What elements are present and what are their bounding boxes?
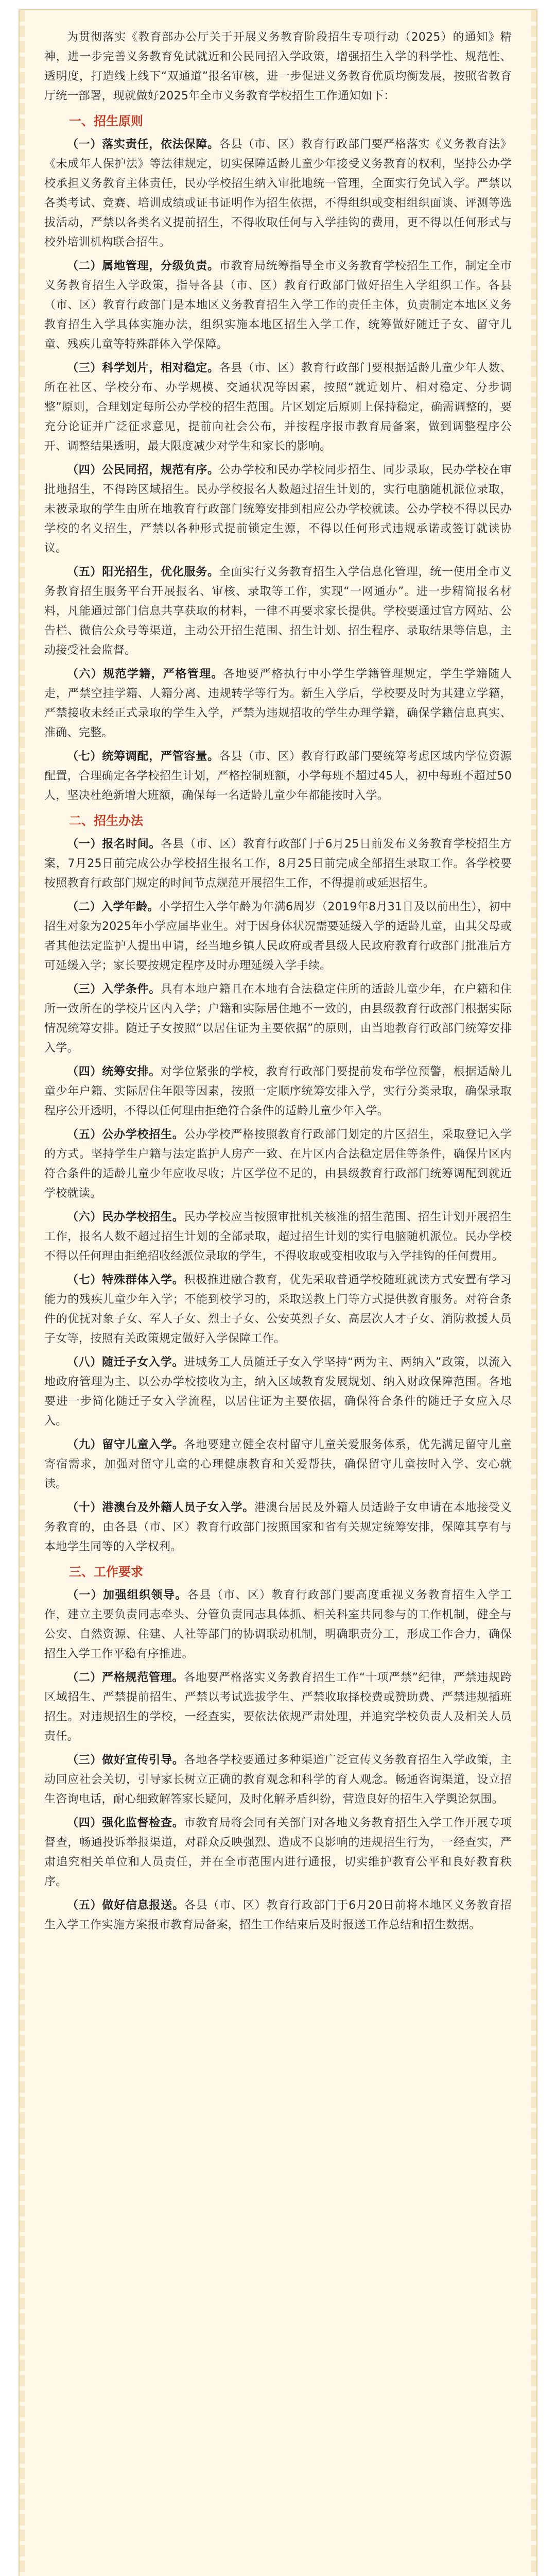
section-item-text: 各地要建立健全农村留守儿童关爱服务体系，优先满足留守儿童寄宿需求，加强对留守儿童的心理健康教育和关爱帮扶，确保留守儿童按时入学、安心就读。 bbox=[44, 1438, 512, 1490]
section-item bbox=[44, 897, 512, 976]
section-item-title: （十）港澳台及外籍人员子女入学。 bbox=[67, 1501, 254, 1514]
section-item bbox=[44, 1353, 512, 1431]
section-item bbox=[44, 747, 512, 806]
section-item-text: 小学招生入学年龄为年满6周岁（2019年8月31日及以前出生），初中招生对象为2025年小学应届毕业生。对于因身体状况需要延缓入学的适龄儿童，由其父母或者其他法定监护人提出申请，经当地乡镇人民政府或者县级人民政府教育行政部门批准后方可延缓入学；家长要按规定程序及时办理延缓入学手续。 bbox=[44, 901, 512, 972]
section-heading: 一、招生原则 bbox=[69, 114, 143, 128]
section-item-text: 各县（市、区）教育行政部门于6月25日前发布义务教育学校招生方案，7月25日前完成公办学校招生报名工作，8月25日前完成全部招生录取工作。各学校要按照教育行政部门规定的时间节点规范开展招生工作，不得提前或延迟招生。 bbox=[44, 838, 512, 890]
section-item-text: 各县（市、区）教育行政部门要统筹考虑区域内学位资源配置，合理确定各学校招生计划，严格控制班额，小学每班不超过45人，初中每班不超过50人，坚决杜绝新增大班额，确保每一名适龄儿童少年都能按时入学。 bbox=[44, 750, 512, 802]
section-item-text: 各县（市、区）教育行政部门要严格落实《义务教育法》《未成年人保护法》等法律规定，切实保障适龄儿童少年接受义务教育的权利，坚持公办学校承担义务教育主体责任，民办学校招生纳入审批地统一管理，全面实行免试入学。严禁以各类考试、竞赛、培训成绩或证书证明作为招生依据，不得组织或变相组织面谈、评测等选拔活动，严禁以各类名义提前招生，不得收取任何与入学挂钩的费用，更不得以任何形式与校外培训机构联合招生。 bbox=[44, 138, 512, 249]
section-item bbox=[44, 1814, 512, 1892]
section-item-title: （六）规范学籍，严格管理。 bbox=[67, 668, 223, 681]
section-item bbox=[44, 1208, 512, 1266]
section-item bbox=[44, 1751, 512, 1809]
section-item-text: 积极推进融合教育，优先采取普通学校随班就读方式安置有学习能力的残疾儿童少年入学；不能到校学习的，采取送教上门等方式提供教育服务。对符合条件的优抚对象子女、军人子女、烈士子女、公安英烈子女、高层次人才子女、消防救援人员子女等，按照有关政策规定做好入学保障工作。 bbox=[44, 1274, 512, 1345]
section-item-text: 进城务工人员随迁子女入学坚持“两为主、两纳入”政策，以流入地政府管理为主、以公办学校接收为主，纳入区域教育发展规划、纳入财政保障范围。各地要进一步简化随迁子女入学流程，以居住证为主要依据，确保符合条件的随迁子女应入尽入。 bbox=[44, 1356, 512, 1428]
section-item bbox=[44, 1062, 512, 1121]
section-item-text: 各县（市、区）教育行政部门于6月20日前将本地区义务教育招生入学工作实施方案报市教育局备案，招生工作结束后及时报送工作总结和招生数据。 bbox=[44, 1899, 512, 1931]
section-item-text: 公办学校严格按照教育行政部门划定的片区招生，采取登记入学的方式。坚持学生户籍与法定监护人房产一致、在片区内合法稳定居住等条件，确保片区内符合条件的适龄儿童少年应收尽收；片区学位不足的，由县级教育行政部门统筹调配到就近学校就读。 bbox=[44, 1128, 512, 1200]
section-item-title: （九）留守儿童入学。 bbox=[67, 1438, 184, 1451]
section-item-title: （七）特殊群体入学。 bbox=[67, 1274, 184, 1286]
section-item-title: （七）统筹调配，严管容量。 bbox=[67, 750, 219, 763]
section-heading: 二、招生办法 bbox=[69, 814, 143, 828]
section-item bbox=[44, 257, 512, 354]
section-item-title: （六）民办学校招生。 bbox=[67, 1211, 184, 1224]
section-item-title: （二）属地管理，分级负责。 bbox=[67, 260, 219, 273]
section-item bbox=[44, 1896, 512, 1935]
section-item-text: 市教育局统筹指导全市义务教育学校招生工作，制定全市义务教育招生入学政策，指导各县（市、区）教育行政部门做好招生入学组织工作。各县（市、区）教育行政部门是本地区义务教育招生入学工作的责任主体，负责制定本地区义务教育招生入学具体实施办法，组织实施本地区招生入学工作，统筹做好随迁子女、留守儿童、残疾儿童等特殊群体入学保障。 bbox=[44, 260, 512, 351]
section-item bbox=[44, 1270, 512, 1349]
section-item-text: 民办学校应当按照审批机关核准的招生范围、招生计划开展招生工作，报名人数不超过招生计划的全部录取，超过招生计划的实行电脑随机派位。民办学校不得以任何理由拒绝招收经派位录取的学生，不得收取或变相收取与入学挂钩的任何费用。 bbox=[44, 1211, 512, 1263]
section-item-text: 各地要严格落实义务教育招生工作“十项严禁”纪律，严禁违规跨区域招生、严禁提前招生、严禁以考试选拔学生、严禁收取择校费或赞助费、严禁违规插班招生。对违规招生的学校，一经查实，要依法依规严肃处理，并追究学校负责人及相关人员责任。 bbox=[44, 1671, 512, 1743]
section-item bbox=[44, 461, 512, 558]
section-item bbox=[44, 1668, 512, 1747]
section-item-title: （二）严格规范管理。 bbox=[67, 1671, 184, 1684]
section-item-title: （一）落实责任，依法保障。 bbox=[67, 138, 219, 151]
section-item-title: （三）科学划片，相对稳定。 bbox=[67, 362, 219, 375]
section-item bbox=[44, 1586, 512, 1664]
section-item bbox=[44, 980, 512, 1058]
intro-paragraph: 为贯彻落实《教育部办公厅关于开展义务教育阶段招生专项行动（2025）的通知》精神，进一步完善义务教育免试就近和公民同招入学政策，增强招生入学的科学性、规范性、透明度，打造线上线下“双通道”报名审核，进一步促进义务教育优质均衡发展，按照省教育厅统一部署，现就做好2025年全市义务教育学校招生工作通知如下： bbox=[44, 31, 512, 103]
section-heading: 三、工作要求 bbox=[69, 1565, 143, 1579]
section-item-title: （三）入学条件。 bbox=[67, 983, 161, 996]
section-item-text: 港澳台居民及外籍人员适龄子女申请在本地接受义务教育的，由各县（市、区）教育行政部门按照国家和省有关规定统筹安排，保障其享有与本地学生同等的入学权利。 bbox=[44, 1501, 512, 1553]
sections-container bbox=[44, 110, 512, 1935]
section-item bbox=[44, 359, 512, 456]
section-item bbox=[44, 1125, 512, 1204]
document-body bbox=[19, 9, 537, 2576]
section-item-text: 各地各学校要通过多种渠道广泛宣传义务教育招生入学政策，主动回应社会关切，引导家长树立正确的教育观念和科学的育人观念。畅通咨询渠道，设立招生咨询电话，耐心细致解答家长疑问，及时化解矛盾纠纷，营造良好的招生入学舆论氛围。 bbox=[44, 1754, 512, 1806]
section-item-title: （一）加强组织领导。 bbox=[67, 1589, 187, 1602]
section-item bbox=[44, 1435, 512, 1494]
section-item bbox=[44, 835, 512, 893]
section-item-title: （二）入学年龄。 bbox=[67, 901, 159, 913]
section-item bbox=[44, 135, 512, 252]
section-item-text: 对学位紧张的学校，教育行政部门要提前发布学位预警，根据适龄儿童少年户籍、实际居住年限等因素，按照一定顺序统筹安排入学，实行分类录取，确保录取程序公开透明，不得以任何理由拒绝符合条件的适龄儿童少年入学。 bbox=[44, 1065, 512, 1117]
section-item bbox=[44, 665, 512, 743]
section-item-text: 公办学校和民办学校同步招生、同步录取，民办学校在审批地招生，不得跨区域招生。民办学校报名人数超过招生计划的，实行电脑随机派位录取，未被录取的学生由所在地教育行政部门统筹安排到相应公办学校就读。公办学校不得以民办学校的名义招生，严禁以各种形式提前锁定生源，不得以任何形式违规承诺或签订就读协议。 bbox=[44, 464, 512, 555]
section-item-title: （四）统筹安排。 bbox=[67, 1065, 161, 1078]
section-item-title: （八）随迁子女入学。 bbox=[67, 1356, 184, 1369]
section-item-text: 市教育局将会同有关部门对各地义务教育招生入学工作开展专项督查，畅通投诉举报渠道，对群众反映强烈、造成不良影响的违规招生行为，一经查实，严肃追究相关单位和人员责任，并在全市范围内进行通报，切实维护教育公平和良好教育秩序。 bbox=[44, 1817, 512, 1888]
section-item bbox=[44, 1498, 512, 1557]
section-item bbox=[44, 563, 512, 660]
section-item-title: （五）公办学校招生。 bbox=[67, 1128, 184, 1141]
section-item-text: 各地要严格执行中小学生学籍管理规定，学生学籍随人走，严禁空挂学籍、人籍分离、违规转学等行为。新生入学后，学校要及时为其建立学籍，严禁接收未经正式录取的学生入学，严禁为违规招收的学生办理学籍，确保学籍信息真实、准确、完整。 bbox=[44, 668, 512, 739]
section-item-text: 全面实行义务教育招生入学信息化管理，统一使用全市义务教育招生服务平台开展报名、审核、录取等工作，实现“一网通办”。进一步精简报名材料，凡能通过部门信息共享获取的材料，一律不再要求家长提供。学校要通过官方网站、公告栏、微信公众号等渠道，主动公开招生范围、招生计划、招生程序、录取结果等信息，主动接受社会监督。 bbox=[44, 566, 512, 657]
section-item-title: （四）公民同招，规范有序。 bbox=[67, 464, 219, 477]
section-item-text: 具有本地户籍且在本地有合法稳定住所的适龄儿童少年，在户籍和住所一致所在的学校片区内入学；户籍和实际居住地不一致的，由县级教育行政部门根据实际情况统筹安排。随迁子女按照“以居住证为主要依据”的原则，由当地教育行政部门统筹安排入学。 bbox=[44, 983, 512, 1055]
section-item-title: （五）做好信息报送。 bbox=[67, 1899, 184, 1912]
section-item-title: （一）报名时间。 bbox=[67, 838, 161, 851]
section-item-text: 各县（市、区）教育行政部门要高度重视义务教育招生入学工作，建立主要负责同志牵头、分管负责同志具体抓、相关科室共同参与的工作机制，健全与公安、自然资源、住建、人社等部门的协调联动机制，明确职责分工，形成工作合力，确保招生入学工作平稳有序推进。 bbox=[44, 1589, 512, 1660]
section-item-title: （三）做好宣传引导。 bbox=[67, 1754, 184, 1767]
section-item-title: （五）阳光招生，优化服务。 bbox=[67, 566, 219, 579]
section-item-title: （四）强化监督检查。 bbox=[67, 1817, 184, 1829]
section-item-text: 各县（市、区）教育行政部门要根据适龄儿童少年人数、所在社区、学校分布、办学规模、交通状况等因素，按照“就近划片、相对稳定、分步调整”原则，合理划定每所公办学校的招生范围。片区划定后原则上保持稳定，确需调整的，要充分论证并广泛征求意见，提前向社会公布，并按程序报市教育局备案，做到调整程序公开、调整结果透明，最大限度减少对学生和家长的影响。 bbox=[44, 362, 512, 453]
